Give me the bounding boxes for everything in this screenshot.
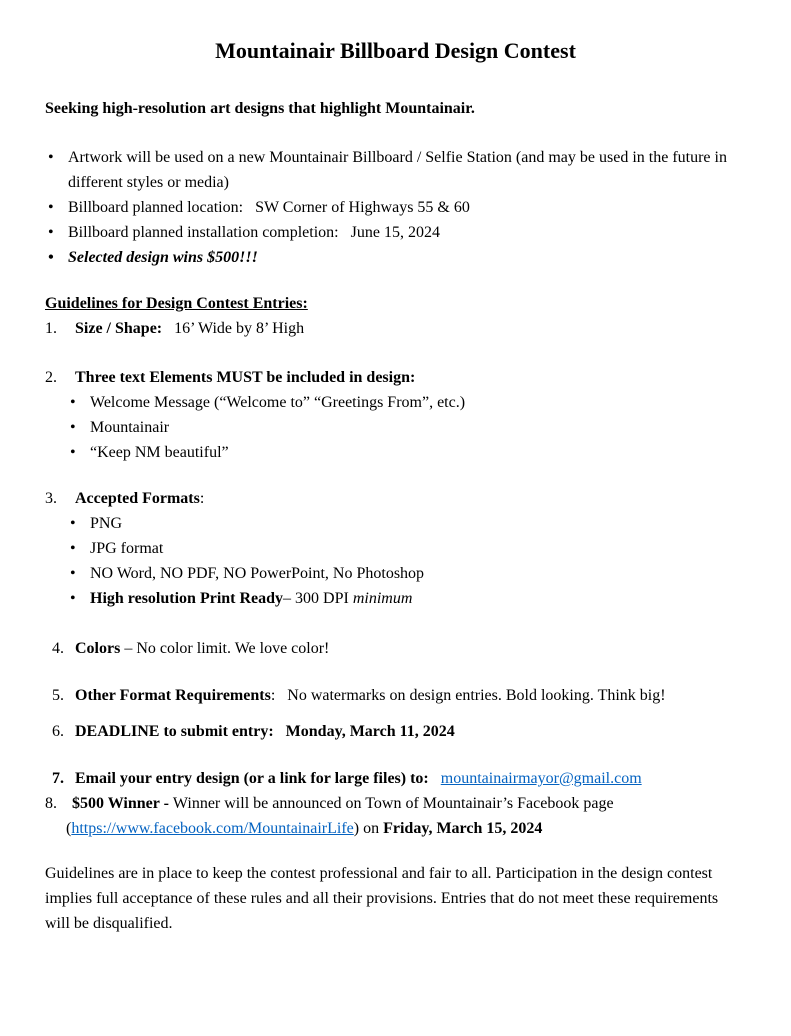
close-paren: ) on	[353, 820, 384, 837]
item-label: Other Format Requirements	[75, 687, 271, 704]
item-text: – No color limit. We love color!	[120, 640, 330, 657]
item-label: Size / Shape:	[75, 320, 163, 337]
item-text: : No watermarks on design entries. Bold looking. Think big!	[270, 687, 666, 704]
list-item: • Mountainair	[90, 415, 746, 440]
guideline-item-8	[45, 791, 746, 841]
item-number: 3.	[45, 490, 57, 507]
list-item: • NO Word, NO PDF, NO PowerPoint, No Photoshop	[90, 561, 746, 586]
text-elements-list	[90, 390, 746, 465]
item-number: 6.	[52, 723, 64, 740]
page-title: Mountainair Billboard Design Contest	[215, 38, 576, 63]
list-item: • PNG	[90, 511, 746, 536]
top-bullet-list	[68, 145, 746, 270]
item-label: Colors	[75, 640, 121, 657]
item-label: DEADLINE to submit entry: Monday, March 11, 2024	[75, 723, 455, 740]
item-number: 7.	[52, 770, 64, 787]
guidelines-heading: Guidelines for Design Contest Entries:	[45, 295, 308, 312]
item-label: Three text Elements MUST be included in design:	[75, 369, 416, 386]
document-page	[0, 36, 791, 1036]
guideline-item-3	[45, 486, 746, 511]
intro-line: Seeking high-resolution art designs that highlight Mountainair.	[45, 100, 475, 117]
item-bold-lead: $500 Winner -	[72, 795, 173, 812]
list-item: • Artwork will be used on a new Mountainair Billboard / Selfie Station (and may be used in the future in different styles or media)	[68, 145, 746, 195]
item-colon: :	[199, 490, 205, 507]
email-link[interactable]: mountainairmayor@gmail.com	[440, 770, 642, 787]
item-number: 1.	[45, 320, 57, 337]
list-item: • Welcome Message (“Welcome to” “Greetings From”, etc.)	[90, 390, 746, 415]
list-item-prize: • Selected design wins $500!!!	[68, 245, 746, 270]
guideline-item-6	[45, 719, 746, 744]
announce-date: Friday, March 15, 2024	[383, 820, 543, 837]
item-number: 5.	[52, 687, 64, 704]
item-label: Accepted Formats	[75, 490, 200, 507]
bullet-bold-text: High resolution Print Ready	[90, 590, 284, 607]
item-text: Winner will be announced on Town of Mountainair’s Facebook page	[172, 795, 614, 812]
list-item: • JPG format	[90, 536, 746, 561]
list-item: • Billboard planned location: SW Corner of Highways 55 & 60	[68, 195, 746, 220]
closing-paragraph: Guidelines are in place to keep the contest professional and fair to all. Participation in the design contest implies full acceptance of these rules and all their provisions. Entries that do not meet these requirements will be disqualified.	[45, 865, 723, 932]
guideline-item-7	[45, 766, 746, 791]
guideline-item-2	[45, 365, 746, 390]
open-paren: (	[66, 820, 72, 837]
guideline-item-1	[45, 316, 746, 341]
spacer-text	[429, 770, 441, 787]
bullet-italic-text: minimum	[352, 590, 413, 607]
list-item-print-ready	[90, 586, 746, 611]
guideline-item-5	[35, 683, 746, 708]
item-text: 16’ Wide by 8’ High	[162, 320, 305, 337]
facebook-link[interactable]: https://www.facebook.com/MountainairLife	[71, 820, 354, 837]
item-number: 4.	[52, 640, 64, 657]
item-label: Email your entry design (or a link for large files) to:	[75, 770, 429, 787]
item-number: 2.	[45, 369, 57, 386]
list-item: • “Keep NM beautiful”	[90, 440, 746, 465]
bullet-mid-text: – 300 DPI	[283, 590, 353, 607]
list-item: • Billboard planned installation completion: June 15, 2024	[68, 220, 746, 245]
guideline-item-4	[45, 636, 746, 661]
item-number: 8.	[45, 795, 57, 812]
accepted-formats-list	[90, 511, 746, 611]
